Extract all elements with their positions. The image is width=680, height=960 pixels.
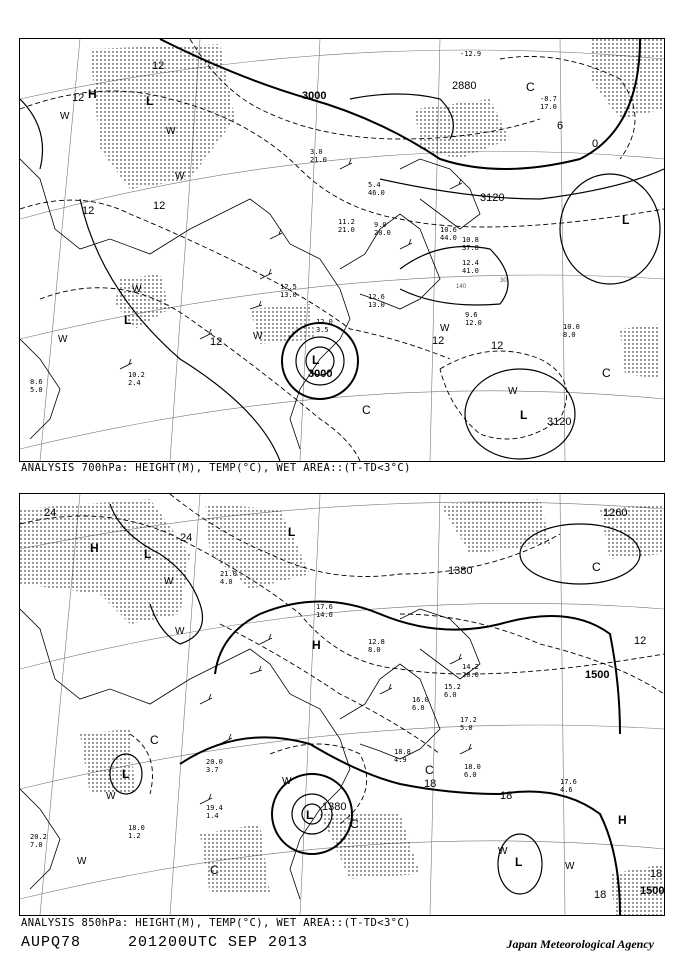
temperature-label: 6 bbox=[557, 120, 564, 132]
temperature-label: 18 bbox=[500, 790, 513, 802]
contour-label: 3120 bbox=[480, 192, 505, 204]
station-value: 10.0 8.0 bbox=[563, 323, 580, 339]
contour-label: 3000 bbox=[308, 368, 333, 380]
station-value: 20.2 7.0 bbox=[30, 833, 47, 849]
temperature-label: 12 bbox=[432, 335, 445, 347]
station-value: 10.8 37.0 bbox=[462, 236, 479, 252]
low-center: L bbox=[124, 313, 132, 327]
temperature-label: 0 bbox=[592, 138, 599, 150]
cold-center: C bbox=[150, 733, 159, 747]
low-center: L bbox=[312, 353, 320, 367]
temperature-label: 24 bbox=[44, 507, 57, 519]
station-value: 16.0 6.0 bbox=[412, 696, 429, 712]
station-value: 12.5 13.0 bbox=[280, 283, 297, 299]
station-value: 18.0 1.2 bbox=[128, 824, 145, 840]
station-value: 8.6 5.0 bbox=[30, 378, 43, 394]
map-700hpa-svg bbox=[20, 39, 664, 461]
temperature-label: 12 bbox=[634, 635, 647, 647]
contour-label: 1380 bbox=[322, 801, 347, 813]
chart-code: AUPQ78 bbox=[21, 934, 82, 951]
cold-center: C bbox=[526, 80, 535, 94]
analysis-map-700hpa bbox=[19, 38, 665, 462]
high-center: H bbox=[312, 638, 321, 652]
station-value: -8.7 17.0 bbox=[540, 95, 557, 111]
warm-marker: W bbox=[175, 171, 185, 182]
grid-label: 30 bbox=[500, 278, 507, 284]
temperature-label: 12 bbox=[153, 200, 166, 212]
warm-marker: W bbox=[440, 323, 450, 334]
warm-marker: W bbox=[565, 861, 575, 872]
station-value: 10.2 2.4 bbox=[128, 371, 145, 387]
station-value: 9.0 20.0 bbox=[374, 221, 391, 237]
low-center: L bbox=[146, 94, 154, 108]
warm-marker: W bbox=[60, 111, 70, 122]
warm-marker: W bbox=[106, 791, 116, 802]
caption-700hpa: ANALYSIS 700hPa: HEIGHT(M), TEMP(°C), WET AREA::(T-TD<3°C) bbox=[21, 462, 411, 474]
station-value: 12.0 3.5 bbox=[316, 318, 333, 334]
station-value: -12.9 bbox=[460, 50, 482, 58]
station-value: 9.6 12.0 bbox=[465, 311, 482, 327]
contour-label: 1500 bbox=[640, 885, 664, 897]
station-value: 19.4 1.4 bbox=[206, 804, 223, 820]
station-value: 12.6 13.0 bbox=[368, 293, 385, 309]
station-value: 11.2 21.0 bbox=[338, 218, 355, 234]
temperature-label: 18 bbox=[650, 868, 663, 880]
station-value: 12.8 8.0 bbox=[368, 638, 385, 654]
low-center: L bbox=[122, 767, 130, 781]
cold-center: C bbox=[350, 817, 359, 831]
high-center: H bbox=[618, 813, 627, 827]
station-value: 17.6 4.6 bbox=[560, 778, 577, 794]
station-value: 10.6 44.0 bbox=[440, 226, 457, 242]
contour-label: 3000 bbox=[302, 90, 327, 102]
warm-marker: W bbox=[508, 386, 518, 397]
high-center: H bbox=[90, 541, 99, 555]
station-value: 20.0 3.7 bbox=[206, 758, 223, 774]
analysis-map-850hpa bbox=[19, 493, 665, 916]
warm-marker: W bbox=[175, 626, 185, 637]
warm-marker: W bbox=[58, 334, 68, 345]
low-center: L bbox=[622, 213, 630, 227]
station-value: 12.4 41.0 bbox=[462, 259, 479, 275]
warm-marker: W bbox=[77, 856, 87, 867]
cold-center: C bbox=[362, 403, 371, 417]
contour-label: 1380 bbox=[448, 565, 473, 577]
temperature-label: 12 bbox=[491, 340, 504, 352]
low-center: L bbox=[520, 408, 528, 422]
temperature-label: 24 bbox=[180, 532, 193, 544]
station-value: 18.8 4.9 bbox=[394, 748, 411, 764]
temperature-label: 12 bbox=[72, 92, 85, 104]
grid-label: 140 bbox=[456, 284, 467, 290]
grid-labels-700 bbox=[456, 278, 507, 290]
station-data-850 bbox=[30, 570, 577, 849]
temperature-label: 18 bbox=[594, 889, 607, 901]
contour-label: 1260 bbox=[603, 507, 628, 519]
cold-center: C bbox=[425, 763, 434, 777]
warm-marker: W bbox=[498, 846, 508, 857]
analysis-time: 201200UTC SEP 2013 bbox=[128, 934, 309, 951]
temperature-label: 12 bbox=[152, 60, 165, 72]
station-value: 21.0 4.0 bbox=[220, 570, 237, 586]
agency-name: Japan Meteorological Agency bbox=[506, 937, 654, 951]
station-value: 15.2 6.0 bbox=[444, 683, 461, 699]
station-value: 5.4 46.0 bbox=[368, 181, 385, 197]
warm-marker: W bbox=[166, 126, 176, 137]
warm-marker: W bbox=[132, 284, 142, 295]
map-850hpa-svg bbox=[20, 494, 664, 915]
low-center: L bbox=[306, 808, 314, 822]
high-center: H bbox=[88, 87, 97, 101]
wet-areas-850 bbox=[20, 499, 664, 915]
cold-center: C bbox=[592, 560, 601, 574]
caption-850hpa: ANALYSIS 850hPa: HEIGHT(M), TEMP(°C), WET AREA::(T-TD<3°C) bbox=[21, 917, 411, 929]
station-value: 3.0 21.0 bbox=[310, 148, 327, 164]
low-center: L bbox=[515, 855, 523, 869]
contour-label: 3120 bbox=[547, 416, 572, 428]
cold-center: C bbox=[602, 366, 611, 380]
contour-label: 2880 bbox=[452, 80, 477, 92]
warm-marker: W bbox=[164, 576, 174, 587]
station-value: 17.2 5.0 bbox=[460, 716, 477, 732]
warm-marker: W bbox=[253, 331, 263, 342]
coastline-700 bbox=[20, 159, 480, 449]
low-center: L bbox=[144, 547, 152, 561]
warm-marker: W bbox=[282, 776, 292, 787]
low-center: L bbox=[288, 525, 296, 539]
station-value: 18.0 6.0 bbox=[464, 763, 481, 779]
temperature-label: 12 bbox=[210, 336, 223, 348]
contour-label: 1500 bbox=[585, 669, 610, 681]
temperature-label: 18 bbox=[424, 778, 437, 790]
station-value: 17.6 14.0 bbox=[316, 603, 333, 619]
cold-center: C bbox=[210, 863, 219, 877]
station-value: 14.2 20.0 bbox=[462, 663, 479, 679]
temperature-label: 12 bbox=[82, 205, 95, 217]
